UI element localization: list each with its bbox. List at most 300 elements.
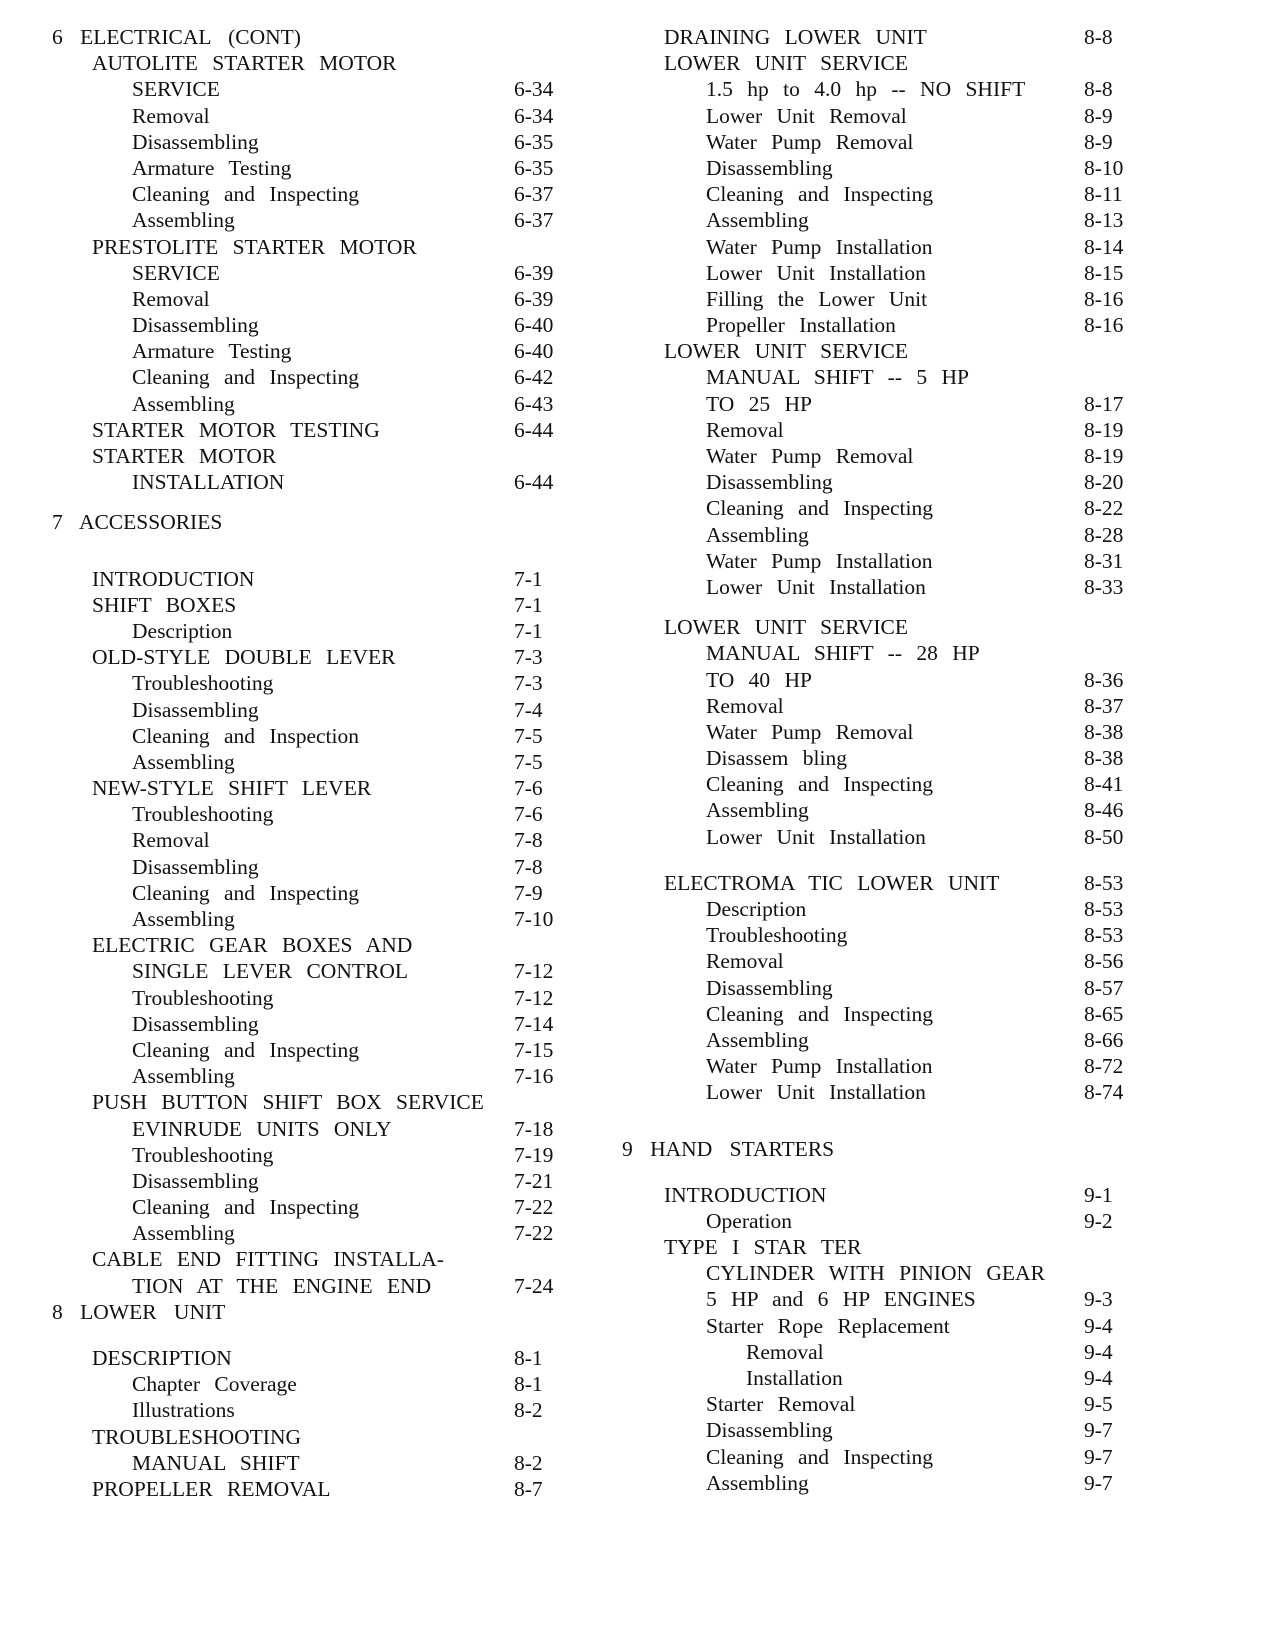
entry-label: TO 25 HP [706,391,813,416]
subsection-entry [622,1417,1202,1443]
entry-label: SERVICE [132,77,220,102]
entry-label: Disassem bling [706,746,847,771]
subsection-entry [622,391,1202,417]
section-entry [52,592,592,618]
entry-label: Lower Unit Installation [706,260,926,285]
page-number: 8-19 [1084,444,1124,468]
entry-label: Troubleshooting [132,1142,274,1167]
page-number: 6-40 [514,313,554,338]
entry-label: TO 40 HP [706,667,813,692]
page-number: 8-33 [1084,574,1124,599]
page-number: 7-12 [514,985,554,1010]
section-entry [622,1234,1202,1260]
subsection-entry [622,312,1202,338]
page-number: 7-3 [514,671,543,696]
subsection-entry [52,76,592,102]
entry-label: Armature Testing [132,339,292,364]
page-number: 8-46 [1084,798,1124,823]
subsection-entry [622,640,1202,666]
page-number: 7-10 [514,907,554,931]
subsection-entry [52,338,592,364]
subsection-entry [52,1397,592,1423]
section-entry [52,932,592,958]
page-number: 6-44 [514,417,554,442]
subsection-entry [622,181,1202,207]
subsection-entry [622,260,1202,286]
entry-label: Removal [706,417,784,442]
toc-left-column [52,24,592,1502]
entry-label: Disassembling [706,470,833,495]
subsection-entry [52,391,592,417]
entry-label: DRAINING LOWER UNIT [664,25,927,49]
entry-label: Disassembling [132,129,259,154]
section-entry [52,443,592,469]
subsection-entry [622,417,1202,443]
page-number: 7-6 [514,776,543,801]
entry-label: Starter Removal [706,1392,856,1417]
subsection-entry [52,1450,592,1476]
section-entry [622,338,1202,364]
subsection-entry [52,854,592,880]
entry-label: Cleaning and Inspection [132,723,359,748]
entry-label: Disassembling [706,975,833,1000]
page-number: 6-37 [514,208,554,233]
subsection-entry [52,260,592,286]
subsection-entry [622,548,1202,574]
entry-label: Description [132,618,233,643]
entry-label: Disassembling [132,697,259,722]
entry-label: Assembling [706,522,809,547]
page-number: 8-57 [1084,975,1124,1000]
entry-label: 6 ELECTRICAL (CONT) [52,25,301,49]
page-number: 8-41 [1084,772,1124,797]
subsection-entry [622,234,1202,260]
subsection-entry [622,948,1202,974]
entry-label: INTRODUCTION [664,1182,827,1207]
entry-label: Cleaning and Inspecting [706,772,933,797]
entry-label: CABLE END FITTING INSTALLA- [92,1247,444,1272]
entry-label: Description [706,897,807,921]
page-number: 8-37 [1084,693,1124,718]
section-entry [52,1345,592,1371]
entry-label: Assembling [706,1027,809,1052]
page-number: 8-9 [1084,103,1113,128]
page-number: 8-2 [514,1450,543,1475]
page-number: 8-2 [514,1398,543,1423]
entry-label: STARTER MOTOR [92,444,277,468]
entry-label: Lower Unit Installation [706,1080,926,1105]
chapter-heading [52,1299,592,1325]
entry-label: Assembling [706,208,809,233]
page-number: 8-36 [1084,667,1124,692]
section-entry [52,1424,592,1450]
entry-label: Removal [706,949,784,974]
section-entry [622,870,1202,896]
entry-label: Cleaning and Inspecting [132,880,359,905]
subsection-entry [622,1286,1202,1312]
entry-label: ELECTRIC GEAR BOXES AND [92,933,413,958]
entry-label: EVINRUDE UNITS ONLY [132,1116,392,1141]
entry-label: TYPE I STAR TER [664,1235,862,1260]
subsection-entry [52,670,592,696]
page-number: 7-8 [514,828,543,853]
subsection-entry [622,1079,1202,1105]
entry-label: Cleaning and Inspecting [706,496,933,521]
entry-label: Chapter Coverage [132,1372,297,1397]
page-number: 9-7 [1084,1444,1113,1469]
entry-label: LOWER UNIT SERVICE [664,51,909,76]
entry-label: Filling the Lower Unit [706,286,928,311]
page-number: 7-3 [514,645,543,670]
page-number: 8-22 [1084,496,1124,521]
entry-label: CYLINDER WITH PINION GEAR [706,1261,1045,1286]
section-entry [52,234,592,260]
page-number: 9-5 [1084,1392,1113,1417]
page-number: 7-19 [514,1142,554,1167]
page-number: 8-31 [1084,548,1124,573]
page-number: 8-50 [1084,824,1124,849]
entry-label: PROPELLER REMOVAL [92,1476,331,1501]
page-number: 7-8 [514,854,543,879]
entry-label: Cleaning and Inspecting [132,1037,359,1062]
entry-label: LOWER UNIT SERVICE [664,615,909,640]
entry-label: Troubleshooting [132,802,274,827]
page-number: 7-18 [514,1116,554,1141]
page-number: 8-66 [1084,1027,1124,1052]
entry-label: Illustrations [132,1398,235,1423]
subsection-entry [622,667,1202,693]
page-number: 7-1 [514,592,543,617]
entry-label: Removal [132,286,210,311]
entry-label: Assembling [706,1470,809,1495]
subsection-entry [622,1260,1202,1286]
page-number: 7-22 [514,1221,554,1246]
entry-label: TROUBLESHOOTING [92,1424,302,1449]
entry-label: Assembling [132,907,235,931]
page-number: 6-44 [514,470,554,495]
entry-label: SHIFT BOXES [92,592,237,617]
subsection-entry [622,693,1202,719]
page-number: 7-14 [514,1011,554,1036]
page-number: 7-4 [514,697,543,722]
page-number: 7-9 [514,880,543,905]
section-entry [52,1246,592,1272]
entry-label: INTRODUCTION [92,566,255,591]
section-entry [622,24,1202,50]
chapter-heading [52,24,592,50]
page-number: 8-53 [1084,923,1124,948]
page-number: 8-72 [1084,1054,1124,1079]
entry-label: Disassembling [706,1418,833,1443]
page-number: 9-4 [1084,1339,1113,1364]
entry-label: LOWER UNIT SERVICE [664,339,909,364]
subsection-entry [52,469,592,495]
page-number: 7-16 [514,1064,554,1089]
subsection-entry [52,1194,592,1220]
page-number: 6-39 [514,286,554,311]
page-number: 8-7 [514,1476,543,1501]
page-number: 7-5 [514,749,543,774]
entry-label: 8 LOWER UNIT [52,1299,226,1324]
entry-label: Propeller Installation [706,313,896,338]
page-number: 9-4 [1084,1366,1113,1390]
page-number: 8-15 [1084,260,1124,285]
entry-label: Water Pump Installation [706,1054,933,1079]
page-number: 7-1 [514,566,543,591]
subsection-entry [622,896,1202,922]
entry-label: PUSH BUTTON SHIFT BOX SERVICE [92,1090,484,1115]
page-number: 7-5 [514,723,543,748]
subsection-entry [52,1168,592,1194]
page-number: 8-14 [1084,234,1124,259]
entry-label: Disassembling [132,1011,259,1036]
subsection-entry [52,1116,592,1142]
subsection-entry [622,286,1202,312]
entry-label: Removal [132,828,210,853]
page-number: 6-34 [514,77,554,102]
subsection-entry [622,155,1202,181]
entry-label: Assembling [132,1064,235,1089]
page-number: 7-6 [514,802,543,827]
subsection-entry [622,495,1202,521]
subsection-entry [52,1273,592,1299]
entry-label: Disassembling [132,1168,259,1193]
subsection-entry [52,1220,592,1246]
section-entry [52,417,592,443]
subsection-entry [622,103,1202,129]
page-number: 6-40 [514,339,554,364]
subsection-entry [622,797,1202,823]
page-number: 8-8 [1084,25,1113,49]
subsection-entry [52,723,592,749]
page-number: 8-10 [1084,155,1124,180]
entry-label: Assembling [132,1221,235,1246]
chapter-heading [622,1136,1202,1162]
page-number: 8-11 [1084,182,1123,207]
subsection-entry [622,719,1202,745]
page-number: 8-74 [1084,1080,1124,1105]
page-number: 6-35 [514,129,554,154]
subsection-entry [622,207,1202,233]
subsection-entry [52,906,592,932]
entry-label: Lower Unit Removal [706,103,907,128]
entry-label: 1.5 hp to 4.0 hp -- NO SHIFT [706,77,1026,102]
page-number: 6-43 [514,391,554,416]
entry-label: Water Pump Removal [706,129,914,154]
entry-label: 7 ACCESSORIES [52,510,223,535]
page-number: 8-16 [1084,313,1124,338]
section-entry [52,775,592,801]
subsection-entry [52,103,592,129]
subsection-entry [622,1027,1202,1053]
entry-label: Installation [746,1366,843,1390]
subsection-entry [622,922,1202,948]
subsection-entry [622,574,1202,600]
page-number: 7-1 [514,618,543,643]
entry-label: Lower Unit Installation [706,574,926,599]
section-entry [52,644,592,670]
subsection-entry [622,771,1202,797]
entry-label: Cleaning and Inspecting [132,182,359,207]
subsection-entry [52,181,592,207]
page-number: 6-37 [514,182,554,207]
subsection-entry [52,958,592,984]
entry-label: Water Pump Removal [706,444,914,468]
subsection-entry [52,749,592,775]
page-number: 8-53 [1084,897,1124,921]
page-number: 8-20 [1084,470,1124,495]
page-number: 6-35 [514,155,554,180]
page-number: 8-1 [514,1346,543,1370]
subsection-entry [52,1037,592,1063]
page-number: 6-34 [514,103,554,128]
subsection-entry [622,364,1202,390]
page-number: 8-38 [1084,746,1124,771]
section-entry [52,50,592,76]
page-number: 8-8 [1084,77,1113,102]
subsection-entry [52,697,592,723]
entry-label: Assembling [132,208,235,233]
subsection-entry [622,469,1202,495]
subsection-entry [622,1208,1202,1234]
section-entry [622,614,1202,640]
entry-label: Lower Unit Installation [706,824,926,849]
subsection-entry [52,827,592,853]
entry-label: MANUAL SHIFT -- 5 HP [706,365,969,390]
subsection-entry [52,985,592,1011]
page-number: 7-12 [514,959,554,984]
page-number: 8-19 [1084,417,1124,442]
entry-label: Water Pump Installation [706,548,933,573]
subsection-entry [52,1371,592,1397]
entry-label: MANUAL SHIFT -- 28 HP [706,641,980,666]
subsection-entry [622,1365,1202,1391]
section-entry [622,1182,1202,1208]
entry-label: 9 HAND STARTERS [622,1136,835,1161]
page-number: 9-7 [1084,1418,1113,1443]
page-number: 8-1 [514,1372,543,1397]
entry-label: Assembling [132,749,235,774]
page-number: 8-56 [1084,949,1124,974]
entry-label: Cleaning and Inspecting [132,1195,359,1220]
entry-label: ELECTROMA TIC LOWER UNIT [664,870,1000,895]
subsection-entry [622,1313,1202,1339]
subsection-entry [622,443,1202,469]
subsection-entry [52,801,592,827]
section-entry [52,566,592,592]
subsection-entry [622,1470,1202,1496]
subsection-entry [52,286,592,312]
entry-label: MANUAL SHIFT [132,1450,300,1475]
section-entry [52,1476,592,1502]
page-number: 9-4 [1084,1313,1113,1338]
page-number: 8-65 [1084,1001,1124,1026]
subsection-entry [622,1444,1202,1470]
entry-label: Removal [746,1339,824,1364]
chapter-heading [52,509,592,535]
entry-label: Starter Rope Replacement [706,1313,950,1338]
toc-right-column [622,24,1202,1496]
subsection-entry [52,364,592,390]
subsection-entry [622,745,1202,771]
page-number: 8-16 [1084,286,1124,311]
entry-label: SERVICE [132,260,220,285]
entry-label: PRESTOLITE STARTER MOTOR [92,234,417,259]
entry-label: OLD-STYLE DOUBLE LEVER [92,645,396,670]
subsection-entry [622,1053,1202,1079]
entry-label: DESCRIPTION [92,1346,232,1370]
entry-label: Removal [132,103,210,128]
subsection-entry [622,975,1202,1001]
entry-label: INSTALLATION [132,470,285,495]
page-number: 9-1 [1084,1182,1113,1207]
subsection-entry [622,76,1202,102]
section-entry [52,1089,592,1115]
entry-label: 5 HP and 6 HP ENGINES [706,1287,976,1312]
entry-label: Troubleshooting [132,671,274,696]
page-number: 8-38 [1084,719,1124,744]
subsection-entry [622,1001,1202,1027]
page-number: 8-17 [1084,391,1124,416]
subsection-entry [52,880,592,906]
subsection-entry [52,1011,592,1037]
subsection-entry [52,155,592,181]
entry-label: Cleaning and Inspecting [706,1001,933,1026]
entry-label: Cleaning and Inspecting [132,365,359,390]
entry-label: Disassembling [706,155,833,180]
subsection-entry [622,129,1202,155]
subsection-entry [52,618,592,644]
subsection-entry [52,1142,592,1168]
page-number: 7-24 [514,1273,554,1298]
entry-label: TION AT THE ENGINE END [132,1273,432,1298]
subsection-entry [622,1391,1202,1417]
entry-label: Disassembling [132,854,259,879]
entry-label: Operation [706,1208,792,1233]
page-number: 6-39 [514,260,554,285]
page-number: 6-42 [514,365,554,390]
entry-label: AUTOLITE STARTER MOTOR [92,51,397,76]
entry-label: Water Pump Installation [706,234,933,259]
subsection-entry [622,824,1202,850]
entry-label: Disassembling [132,313,259,338]
subsection-entry [52,129,592,155]
entry-label: Troubleshooting [706,923,848,948]
page-number: 8-28 [1084,522,1124,547]
entry-label: Assembling [706,798,809,823]
subsection-entry [622,1339,1202,1365]
entry-label: STARTER MOTOR TESTING [92,417,380,442]
entry-label: Armature Testing [132,155,292,180]
entry-label: Troubleshooting [132,985,274,1010]
page-number: 8-53 [1084,870,1124,895]
page-number: 8-13 [1084,208,1124,233]
page-number: 7-21 [514,1168,554,1193]
subsection-entry [52,312,592,338]
section-entry [622,50,1202,76]
subsection-entry [52,1063,592,1089]
page-number: 9-7 [1084,1470,1113,1495]
entry-label: Assembling [132,391,235,416]
entry-label: Removal [706,693,784,718]
page-number: 7-15 [514,1037,554,1062]
subsection-entry [622,522,1202,548]
subsection-entry [52,207,592,233]
page-number: 9-3 [1084,1287,1113,1312]
page-number: 8-9 [1084,129,1113,154]
entry-label: Cleaning and Inspecting [706,1444,933,1469]
page-number: 7-22 [514,1195,554,1220]
